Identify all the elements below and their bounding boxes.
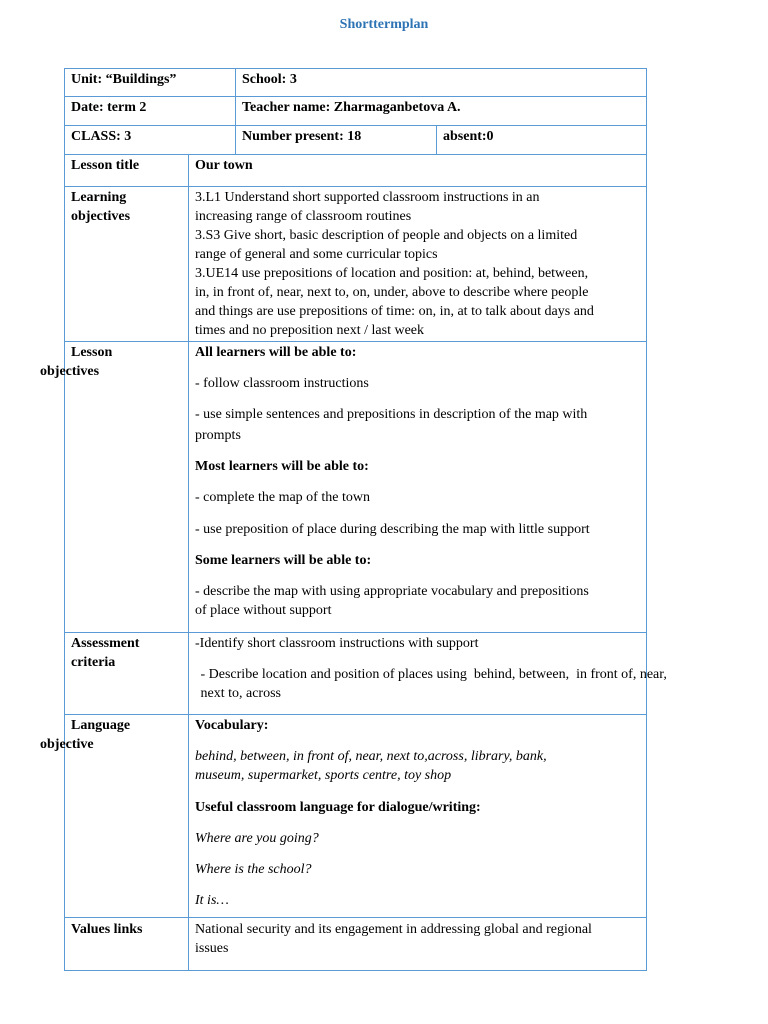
table-rule [188,154,189,971]
vocabulary-list: museum, supermarket, sports centre, toy shop [195,768,452,783]
learning-objective-line: in, in front of, near, next to, on, under, above to describe where people [195,285,589,300]
some-learners-heading: Some learners will be able to: [195,553,372,568]
table-rule [64,125,647,126]
useful-phrase: Where are you going? [195,831,319,846]
school-label: School: 3 [242,72,297,87]
useful-language-heading: Useful classroom language for dialogue/writing: [195,800,481,815]
most-learners-heading: Most learners will be able to: [195,459,369,474]
values-label: Values links [71,922,143,937]
objective-item: prompts [195,428,241,443]
absent-label: absent:0 [443,129,494,144]
learning-objective-line: and things are use prepositions of time: on, in, at to talk about days and [195,304,594,319]
table-rule [64,341,647,342]
all-learners-heading: All learners will be able to: [195,345,357,360]
values-text: issues [195,941,229,956]
lesson-objectives-label: objectives [40,364,100,379]
learning-objective-line: increasing range of classroom routines [195,209,412,224]
table-rule [235,68,236,154]
table-rule [64,917,647,918]
language-label: objective [40,737,94,752]
learning-objective-line: 3.L1 Understand short supported classroom instructions in an [195,190,540,205]
assessment-label: Assessment [71,636,140,651]
learning-objectives-label: Learning [71,190,127,205]
useful-phrase: Where is the school? [195,862,312,877]
assessment-label: criteria [71,655,116,670]
lesson-title-value: Our town [195,158,253,173]
assessment-item: next to, across [197,686,281,701]
learning-objective-line: 3.UE14 use prepositions of location and position: at, behind, between, [195,266,589,281]
unit-label: Unit: “Buildings” [71,72,177,87]
table-rule [64,714,647,715]
vocabulary-list: behind, between, in front of, near, next to,across, library, bank, [195,749,547,764]
learning-objective-line: times and no preposition next / last week [195,323,425,338]
document-title: Shorttermplan [339,17,429,32]
assessment-item: - Describe location and position of places using behind, between, in front of, near, [197,667,667,682]
learning-objective-line: 3.S3 Give short, basic description of people and objects on a limited [195,228,578,243]
table-rule [64,186,647,187]
lesson-objectives-label: Lesson [71,345,113,360]
objective-item: - use simple sentences and prepositions in description of the map with [195,407,588,422]
values-text: National security and its engagement in addressing global and regional [195,922,592,937]
objective-item: - complete the map of the town [195,490,370,505]
table-rule [64,632,647,633]
present-label: Number present: 18 [242,129,362,144]
vocabulary-heading: Vocabulary: [195,718,269,733]
teacher-label: Teacher name: Zharmaganbetova A. [242,100,461,115]
table-rule [64,154,647,155]
objective-item: - use preposition of place during describing the map with little support [195,522,590,537]
learning-objectives-label: objectives [71,209,131,224]
objective-item: of place without support [195,603,332,618]
table-rule [64,96,647,97]
assessment-item: -Identify short classroom instructions with support [195,636,479,651]
useful-phrase: It is… [195,893,229,908]
lesson-title-label: Lesson title [71,158,140,173]
class-label: CLASS: 3 [71,129,132,144]
learning-objective-line: range of general and some curricular topics [195,247,438,262]
objective-item: - follow classroom instructions [195,376,369,391]
table-rule [436,125,437,154]
date-label: Date: term 2 [71,100,147,115]
objective-item: - describe the map with using appropriate vocabulary and prepositions [195,584,589,599]
language-label: Language [71,718,131,733]
